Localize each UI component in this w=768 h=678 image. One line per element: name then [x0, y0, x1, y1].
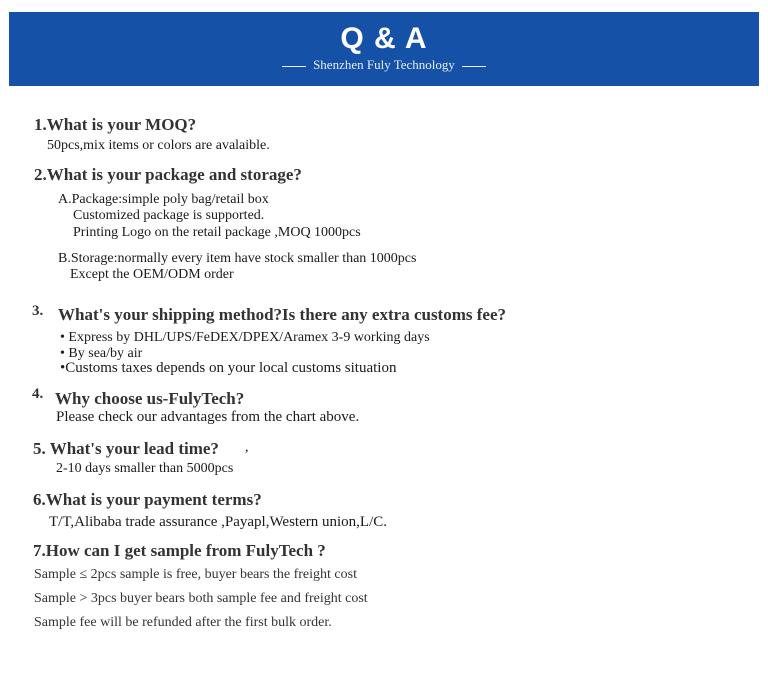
- answer-2-storage-line-1: B.Storage:normally every item have stock smaller than 1000pcs: [58, 251, 417, 266]
- answer-6: T/T,Alibaba trade assurance ,Payapl,Western union,L/C.: [49, 514, 387, 530]
- question-4: Why choose us-FulyTech?: [55, 389, 245, 408]
- answer-5: 2-10 days smaller than 5000pcs: [56, 461, 234, 476]
- answer-7-line-3: Sample fee will be refunded after the first bulk order.: [34, 615, 332, 630]
- answer-2-package-line-1: A.Package:simple poly bag/retail box: [58, 192, 269, 207]
- question-4-number: 4.: [32, 386, 44, 402]
- question-7: 7.How can I get sample from FulyTech ?: [33, 541, 326, 560]
- question-6: 6.What is your payment terms?: [33, 490, 262, 509]
- answer-3-bullet-3: •Customs taxes depends on your local customs situation: [60, 360, 397, 376]
- qa-banner: [9, 12, 759, 86]
- answer-3-bullet-2: • By sea/by air: [60, 346, 143, 361]
- question-1: 1.What is your MOQ?: [34, 115, 197, 134]
- company-subtitle: Shenzhen Fuly Technology: [313, 57, 455, 72]
- answer-2-storage-line-2: Except the OEM/ODM order: [70, 267, 234, 282]
- page-title: Q & A: [340, 22, 428, 55]
- question-3: What's your shipping method?Is there any extra customs fee?: [58, 305, 506, 324]
- answer-4: Please check our advantages from the chart above.: [56, 409, 360, 425]
- answer-2-package-line-2: Customized package is supported.: [73, 208, 265, 223]
- answer-3-bullet-1: • Express by DHL/UPS/FeDEX/DPEX/Aramex 3-9 working days: [60, 330, 430, 345]
- question-5: 5. What's your lead time?: [33, 439, 219, 458]
- answer-7-line-2: Sample > 3pcs buyer bears both sample fee and freight cost: [34, 591, 368, 606]
- answer-2-package-line-3: Printing Logo on the retail package ,MOQ 1000pcs: [73, 225, 361, 240]
- banner-subtitle-row: [9, 57, 759, 73]
- answer-7-line-1: Sample ≤ 2pcs sample is free, buyer bears the freight cost: [34, 567, 357, 582]
- question-3-number: 3.: [32, 303, 44, 319]
- question-2: 2.What is your package and storage?: [34, 165, 302, 184]
- right-dash-divider: [462, 66, 486, 67]
- stray-mark: ,: [245, 440, 249, 455]
- answer-1: 50pcs,mix items or colors are avalaible.: [47, 138, 270, 153]
- left-dash-divider: [282, 66, 306, 67]
